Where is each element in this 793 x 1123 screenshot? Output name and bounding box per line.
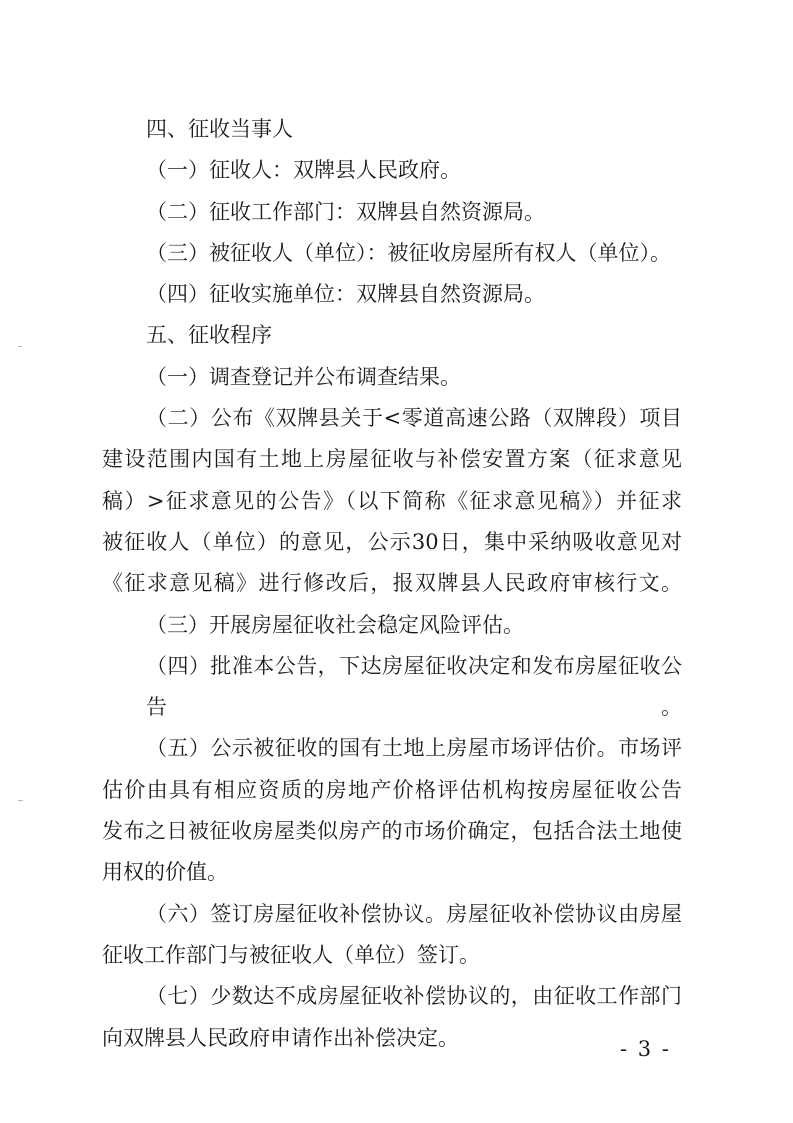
paragraph-line: （七）少数达不成房屋征收补偿协议的，由征收工作部门: [146, 984, 682, 1009]
paragraph-line: （六）签订房屋征收补偿协议。房屋征收补偿协议由房屋: [146, 901, 682, 926]
list-item: （一）征收人：双牌县人民政府。: [146, 158, 461, 183]
paragraph: [102, 398, 682, 604]
document-body: [102, 109, 682, 1059]
paragraph-line: 征收工作部门与被征收人（单位）签订。: [102, 942, 480, 967]
paragraph: （一）调查登记并公布调查结果。: [146, 364, 461, 389]
list-item: （二）征收工作部门：双牌县自然资源局。: [146, 199, 545, 224]
scan-mark: [18, 800, 23, 801]
paragraph-line: 发布之日被征收房屋类似房产的市场价确定，包括合法土地使: [102, 819, 682, 844]
list-item: （四）征收实施单位：双牌县自然资源局。: [146, 282, 545, 307]
paragraph-line: （二）公布《双牌县关于<零道高速公路（双牌段）项目: [146, 406, 682, 431]
list-item: （三）被征收人（单位）：被征收房屋所有权人（单位）。: [146, 240, 671, 265]
paragraph: （三）开展房屋征收社会稳定风险评估。: [146, 612, 524, 637]
paragraph-line: 稿）>征求意见的公告》（以下简称《征求意见稿》）并征求: [102, 488, 682, 513]
page-number: - 3 -: [620, 1037, 671, 1061]
paragraph-line: 用权的价值。: [102, 860, 228, 885]
paragraph-line: 《征求意见稿》进行修改后，报双牌县人民政府审核行文。: [102, 571, 682, 596]
paragraph-line: （五）公示被征收的国有土地上房屋市场评估价。市场评: [146, 736, 682, 761]
paragraph-line: 建设范围内国有土地上房屋征收与补偿安置方案（征求意见: [102, 447, 682, 472]
paragraph: [102, 976, 682, 1059]
paragraph: [102, 894, 682, 977]
paragraph-line: 估价由具有相应资质的房地产价格评估机构按房屋征收公告: [102, 777, 682, 802]
section-heading-parties: 四、征收当事人: [146, 117, 293, 141]
paragraph: （四）批准本公告，下达房屋征收决定和发布房屋征收公告。: [146, 653, 682, 720]
paragraph: [102, 728, 682, 893]
section-heading-procedure: 五、征收程序: [146, 323, 272, 348]
scan-mark: [18, 346, 22, 347]
paragraph-line: 向双牌县人民政府申请作出补偿决定。: [102, 1025, 459, 1050]
paragraph-line: 被征收人（单位）的意见，公示30日，集中采纳吸收意见对: [102, 529, 682, 554]
